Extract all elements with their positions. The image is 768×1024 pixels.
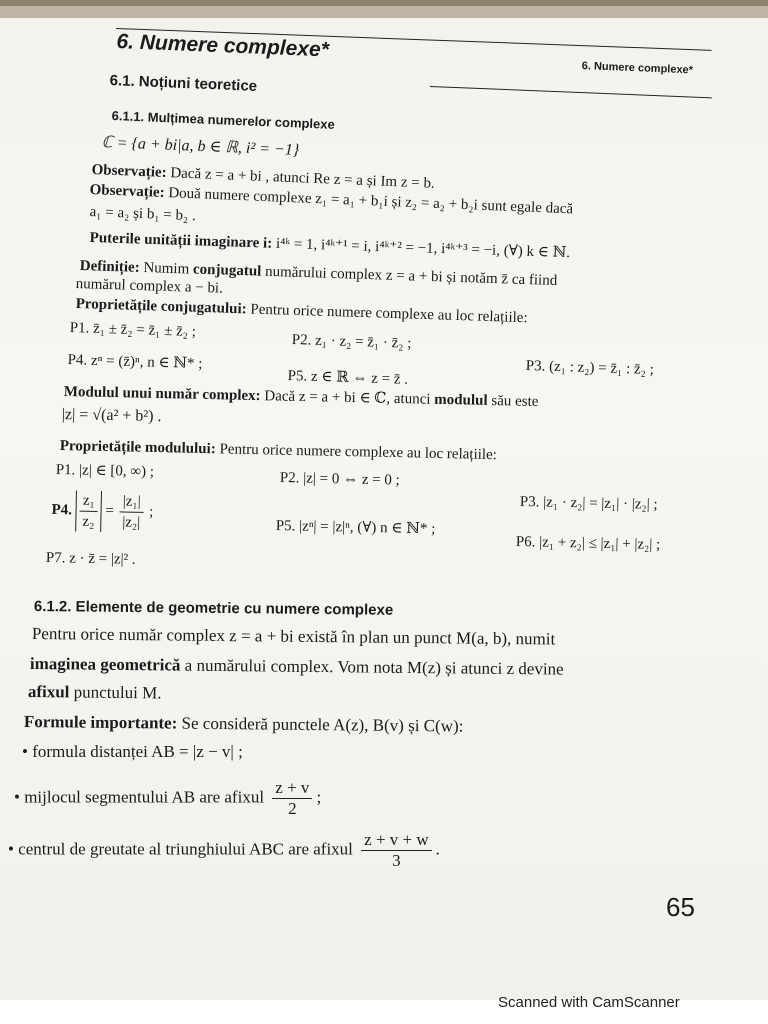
geometry-paragraph-line-1: Pentru orice număr complex z = a + bi există în plan un punct M(a, b), numit <box>31 624 556 649</box>
conjugate-property-p2: P2. z₁ · z₂ = z̄₁ · z̄₂ ; <box>291 332 412 352</box>
modulus-property-p5: P5. |zⁿ| = |z|ⁿ, (∀) n ∈ ℕ* ; <box>275 517 436 538</box>
imaginary-unit-powers: Puterile unității imaginare i: i⁴ᵏ = 1, i⁴ᵏ⁺¹ = i, i⁴ᵏ⁺² = −1, i⁴ᵏ⁺³ = −i, (∀) k ∈ ℕ. <box>89 229 571 262</box>
scanner-watermark: Scanned with CamScanner <box>498 994 680 1011</box>
conjugate-properties-heading: Proprietățile conjugatului: Pentru orice numere complexe au loc relațiile: <box>75 296 528 327</box>
observation-2: Observație: Două numere complexe z₁ = a₁ + b₁i și z₂ = a₂ + b₂i sunt egale dacă <box>89 182 574 218</box>
geometry-paragraph-line-3: afixul punctului M. <box>27 682 162 703</box>
conjugate-definition: Definiție: Numim conjugatul numărului complex z = a + bi și notăm z̄ ca fiind <box>79 258 558 289</box>
modulus-formula: |z| = √(a² + b²) . <box>61 406 162 426</box>
set-definition: ℂ = {a + bi|a, b ∈ ℝ, i² = −1} <box>101 133 300 159</box>
running-head: 6. Numere complexe* <box>581 60 694 77</box>
observation-2-cont: a₁ = a₂ și b₁ = b₂ . <box>89 204 197 225</box>
formula-distance: • formula distanței AB = |z − v| ; <box>22 742 243 761</box>
modulus-property-p4: P4. $\frac{\text{z₁}}{\text{z₂}}$ = $\frac{\text{|z₁|}}{\text{|z₂|}}$ ; <box>51 490 154 533</box>
important-formulas-heading: Formule importante: Se consideră punctele A(z), B(v) și C(w): <box>23 712 464 736</box>
modulus-property-p7: P7. z · z̄ = |z|² . <box>45 550 136 568</box>
modulus-property-p1: P1. |z| ∈ [0, ∞) ; <box>55 461 155 481</box>
geometry-paragraph-line-2: imaginea geometrică a numărului complex. Vom nota M(z) și atunci z devine <box>29 654 564 679</box>
chapter-title: 6. Numere complexe* <box>116 30 330 62</box>
conjugate-property-p5: P5. z ∈ ℝ ⇔ z = z̄ . <box>287 367 409 388</box>
modulus-properties-heading: Proprietățile modulului: Pentru orice numere complexe au loc relațiile: <box>59 438 498 464</box>
page-edge-shadow <box>0 0 768 6</box>
running-head-rule <box>430 86 712 98</box>
modulus-property-p6: P6. |z₁ + z₂| ≤ |z₁| + |z₂| ; <box>515 534 661 554</box>
conjugate-property-p4: P4. zⁿ = (z̄)ⁿ, n ∈ ℕ* ; <box>67 351 203 373</box>
conjugate-property-p3: P3. (z₁ : z₂) = z̄₁ : z̄₂ ; <box>525 358 655 379</box>
conjugate-property-p1: P1. z̄₁ ± z̄₂ = z̄₁ ± z̄₂ ; <box>69 320 197 340</box>
page-number: 65 <box>666 892 695 922</box>
formula-midpoint: • mijlocul segmentului AB are afixul $\frac{z + v}{2}$ ; <box>14 778 322 818</box>
modulus-property-p3: P3. |z₁ · z₂| = |z₁| · |z₂| ; <box>519 494 658 513</box>
conjugate-definition-cont: numărul complex a − bi. <box>75 276 224 297</box>
section-title: 6.1. Noțiuni teoretice <box>109 72 258 95</box>
subsection-title-6-1-2: 6.1.2. Elemente de geometrie cu numere complexe <box>33 598 394 619</box>
subsection-title-6-1-1: 6.1.1. Mulțimea numerelor complexe <box>111 108 336 132</box>
modulus-definition: Modulul unui număr complex: Dacă z = a + bi ∈ ℂ, atunci modulul său este <box>63 383 539 410</box>
modulus-property-p2: P2. |z| = 0 ⇔ z = 0 ; <box>279 470 400 489</box>
observation-1: Observație: Dacă z = a + bi , atunci Re z = a și Im z = b. <box>91 162 436 192</box>
formula-centroid: • centrul de greutate al triunghiului ABC are afixul $\frac{z + v + w}{3}$ . <box>8 830 440 870</box>
